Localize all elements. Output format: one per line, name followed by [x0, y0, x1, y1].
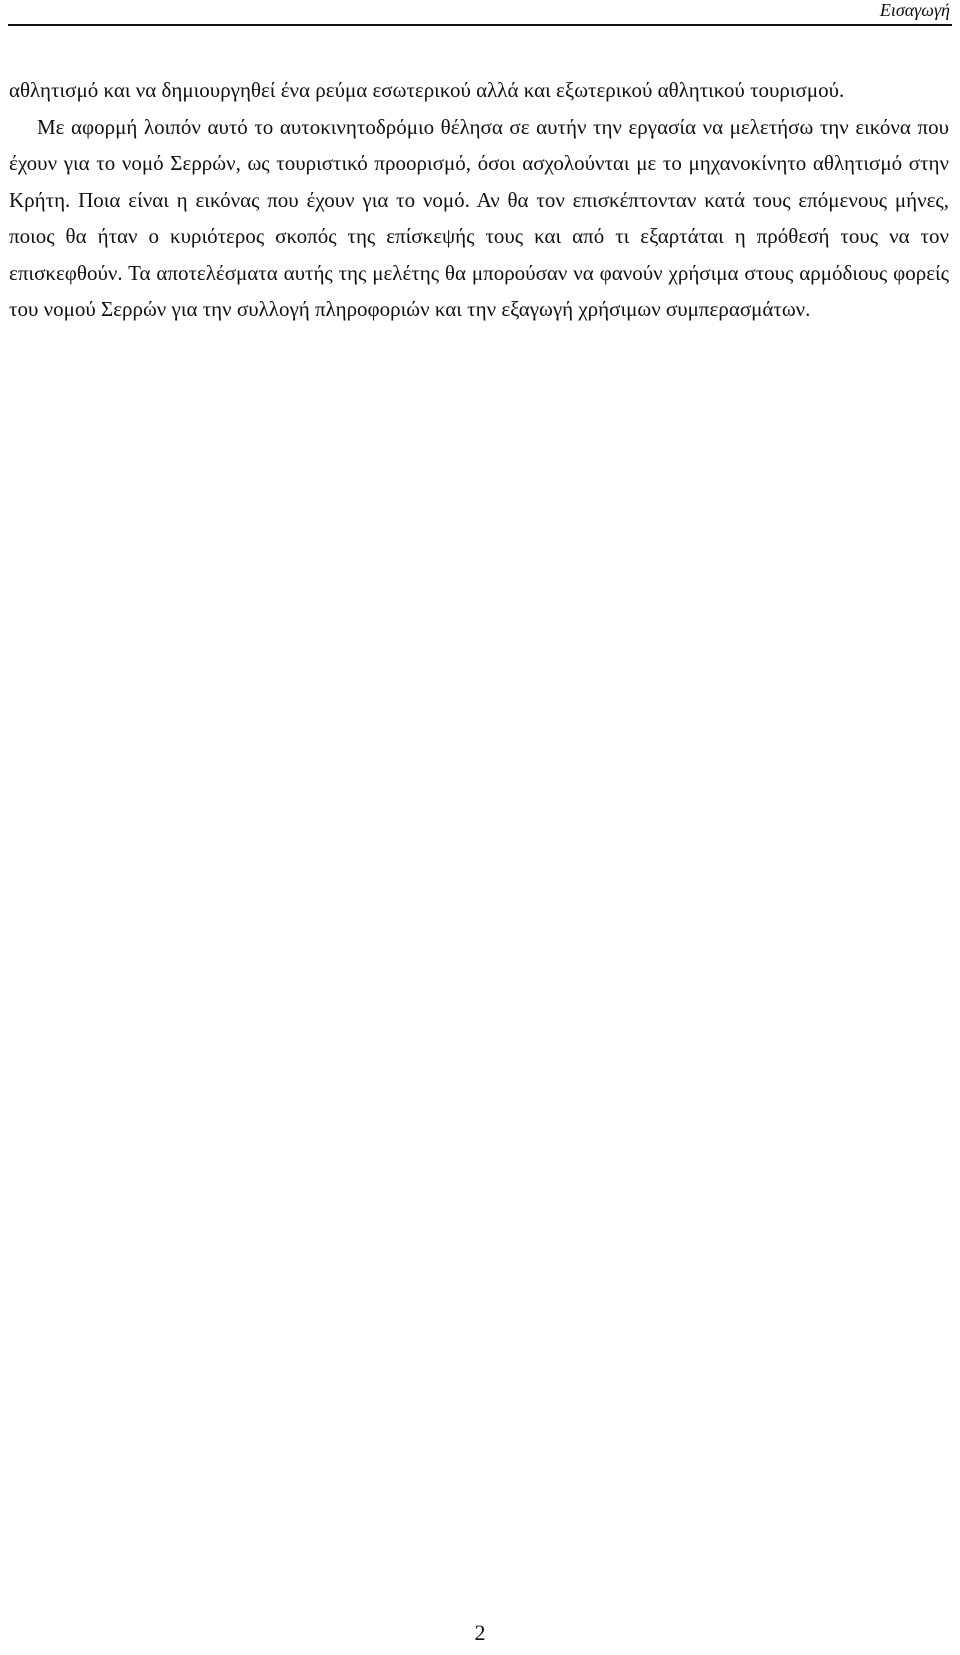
body-text: [9, 72, 949, 328]
header-rule: [8, 24, 952, 26]
page-number: 2: [474, 1620, 486, 1645]
running-header-title: Εισαγωγή: [879, 0, 950, 20]
paragraph-main: Με αφορμή λοιπόν αυτό το αυτοκινητοδρόμιο θέλησα σε αυτήν την εργασία να μελετήσω την εικόνα που έχουν για το νομό Σερρών, ως τουριστικό προορισμό, όσοι ασχολούνται με το μηχανοκίνητο αθλητισμό στην Κρήτη. Ποια είναι η εικόνας που έχουν για το νομό. Αν θα τον επισκέπτονταν κατά τους επόμενους μήνες, ποιος θα ήταν ο κυριότερος σκοπός της επίσκεψής τους και από τι εξαρτάται η πρόθεσή τους να τον επισκεφθούν. Τα αποτελέσματα αυτής της μελέτης θα μπορούσαν να φανούν χρήσιμα στους αρμόδιους φορείς του νομού Σερρών για την συλλογή πληροφοριών και την εξαγωγή χρήσιμων συμπερασμάτων.: [9, 114, 949, 321]
paragraph-continuation: αθλητισμό και να δημιουργηθεί ένα ρεύμα εσωτερικού αλλά και εξωτερικού αθλητικού τουρισμού.: [9, 78, 845, 102]
